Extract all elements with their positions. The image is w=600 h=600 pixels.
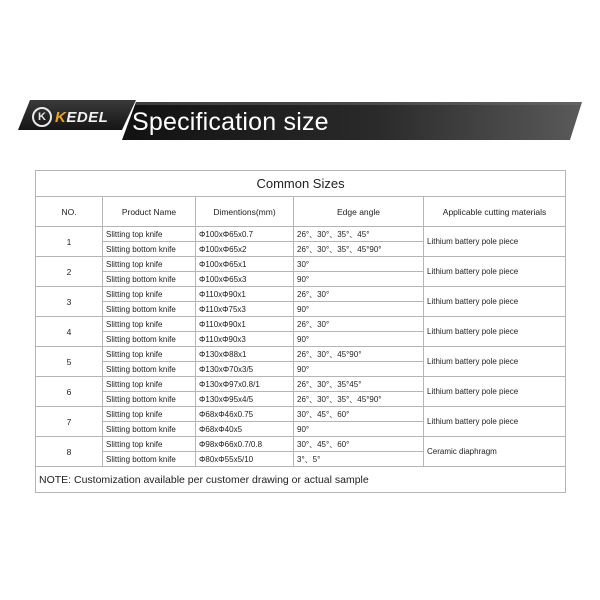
cell-product-name: Slitting bottom knife: [103, 362, 196, 377]
cell-material: Lithium battery pole piece: [424, 407, 566, 437]
cell-material: Ceramic diaphragm: [424, 437, 566, 467]
cell-dimensions: Φ80xΦ55x5/10: [196, 452, 294, 467]
cell-product-name: Slitting bottom knife: [103, 452, 196, 467]
logo-wordmark: [55, 109, 108, 126]
table-row: [36, 437, 566, 452]
cell-edge-angle: 30°: [294, 257, 424, 272]
cell-edge-angle: 26°、30°、35°45°: [294, 377, 424, 392]
cell-edge-angle: 90°: [294, 332, 424, 347]
cell-no: 7: [36, 407, 103, 437]
cell-product-name: Slitting top knife: [103, 257, 196, 272]
header-dimensions: Dimentions(mm): [196, 197, 294, 227]
logo-mark-letter: K: [38, 111, 46, 123]
table-row: [36, 287, 566, 302]
cell-edge-angle: 90°: [294, 272, 424, 287]
cell-no: 3: [36, 287, 103, 317]
cell-product-name: Slitting top knife: [103, 377, 196, 392]
cell-product-name: Slitting bottom knife: [103, 272, 196, 287]
cell-product-name: Slitting top knife: [103, 287, 196, 302]
table-row: [36, 317, 566, 332]
cell-edge-angle: 26°、30°、45°90°: [294, 347, 424, 362]
cell-edge-angle: 3°、5°: [294, 452, 424, 467]
table-row: [36, 347, 566, 362]
cell-edge-angle: 30°、45°、60°: [294, 407, 424, 422]
cell-edge-angle: 26°、30°: [294, 317, 424, 332]
table-title-row: [36, 171, 566, 197]
cell-no: 6: [36, 377, 103, 407]
cell-no: 8: [36, 437, 103, 467]
logo-mark-icon: [32, 107, 52, 127]
cell-no: 5: [36, 347, 103, 377]
cell-material: Lithium battery pole piece: [424, 347, 566, 377]
cell-product-name: Slitting top knife: [103, 347, 196, 362]
cell-dimensions: Φ68xΦ40x5: [196, 422, 294, 437]
cell-dimensions: Φ130xΦ97x0.8/1: [196, 377, 294, 392]
cell-product-name: Slitting bottom knife: [103, 332, 196, 347]
spec-table: [35, 170, 566, 493]
cell-dimensions: Φ110xΦ75x3: [196, 302, 294, 317]
table-row: [36, 407, 566, 422]
cell-dimensions: Φ98xΦ66x0.7/0.8: [196, 437, 294, 452]
cell-material: Lithium battery pole piece: [424, 377, 566, 407]
cell-dimensions: Φ110xΦ90x3: [196, 332, 294, 347]
cell-dimensions: Φ68xΦ46x0.75: [196, 407, 294, 422]
cell-edge-angle: 90°: [294, 362, 424, 377]
cell-edge-angle: 26°、30°、35°、45°90°: [294, 242, 424, 257]
cell-no: 1: [36, 227, 103, 257]
cell-edge-angle: 26°、30°、35°、45°90°: [294, 392, 424, 407]
header-product-name: Product Name: [103, 197, 196, 227]
header-edge-angle: Edge angle: [294, 197, 424, 227]
cell-material: Lithium battery pole piece: [424, 257, 566, 287]
cell-edge-angle: 30°、45°、60°: [294, 437, 424, 452]
table-row: [36, 377, 566, 392]
header-no: NO.: [36, 197, 103, 227]
cell-product-name: Slitting bottom knife: [103, 302, 196, 317]
cell-product-name: Slitting bottom knife: [103, 242, 196, 257]
cell-edge-angle: 90°: [294, 422, 424, 437]
cell-product-name: Slitting bottom knife: [103, 392, 196, 407]
logo-wordmark-first: K: [55, 108, 67, 126]
cell-material: Lithium battery pole piece: [424, 227, 566, 257]
cell-dimensions: Φ100xΦ65x1: [196, 257, 294, 272]
cell-dimensions: Φ130xΦ88x1: [196, 347, 294, 362]
cell-dimensions: Φ130xΦ70x3/5: [196, 362, 294, 377]
cell-product-name: Slitting top knife: [103, 407, 196, 422]
cell-dimensions: Φ100xΦ65x3: [196, 272, 294, 287]
brand-logo: [32, 104, 108, 130]
note-text: NOTE: Customization available per customer drawing or actual sample: [36, 467, 566, 493]
table-header-row: [36, 197, 566, 227]
cell-product-name: Slitting top knife: [103, 437, 196, 452]
cell-dimensions: Φ100xΦ65x2: [196, 242, 294, 257]
cell-product-name: Slitting bottom knife: [103, 422, 196, 437]
cell-edge-angle: 90°: [294, 302, 424, 317]
table-row: [36, 257, 566, 272]
page-title: Specification size: [132, 108, 329, 136]
cell-dimensions: Φ130xΦ95x4/5: [196, 392, 294, 407]
cell-product-name: Slitting top knife: [103, 227, 196, 242]
cell-dimensions: Φ110xΦ90x1: [196, 317, 294, 332]
cell-no: 2: [36, 257, 103, 287]
table-title: Common Sizes: [36, 171, 566, 197]
cell-edge-angle: 26°、30°: [294, 287, 424, 302]
cell-product-name: Slitting top knife: [103, 317, 196, 332]
cell-dimensions: Φ100xΦ65x0.7: [196, 227, 294, 242]
cell-edge-angle: 26°、30°、35°、45°: [294, 227, 424, 242]
cell-no: 4: [36, 317, 103, 347]
logo-wordmark-rest: EDEL: [66, 108, 109, 126]
cell-dimensions: Φ110xΦ90x1: [196, 287, 294, 302]
header-materials: Applicable cutting materials: [424, 197, 566, 227]
cell-material: Lithium battery pole piece: [424, 287, 566, 317]
table-body: [36, 227, 566, 467]
table-row: [36, 227, 566, 242]
cell-material: Lithium battery pole piece: [424, 317, 566, 347]
note-row: [36, 467, 566, 493]
